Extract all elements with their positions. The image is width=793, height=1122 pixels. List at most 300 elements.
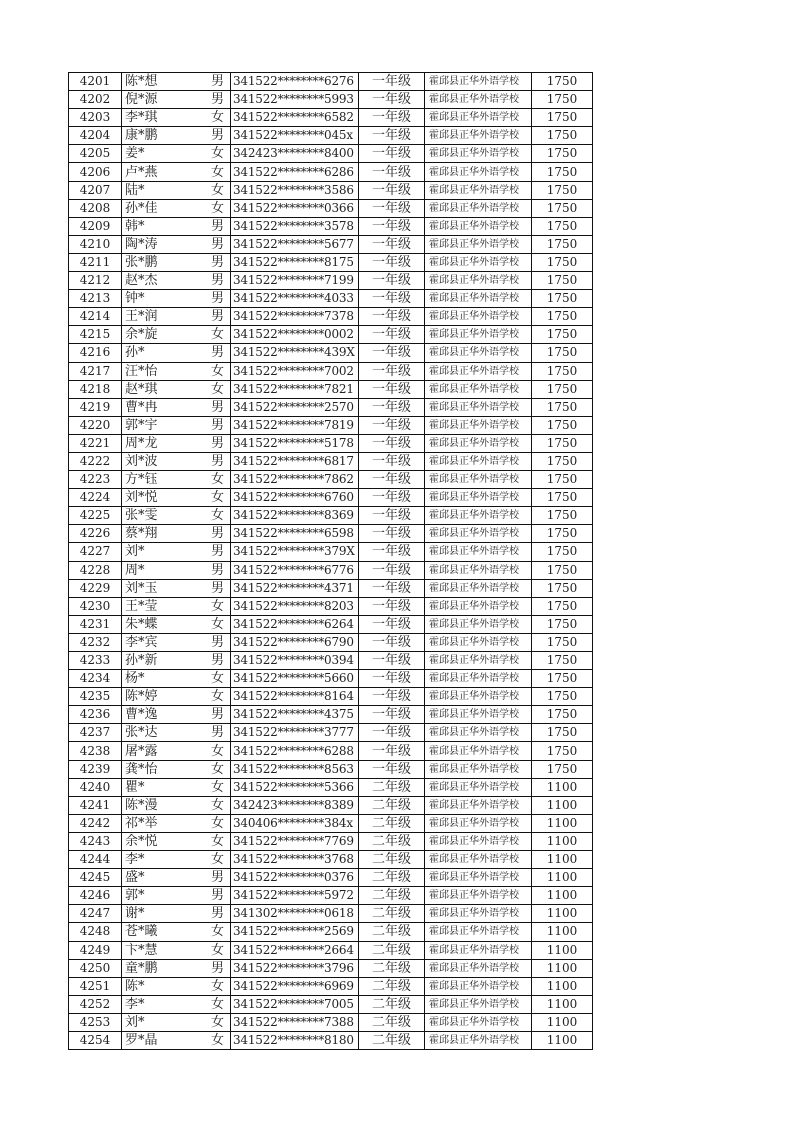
student-name-cell: 周*龙 <box>122 434 206 452</box>
gender-cell: 女 <box>205 145 231 163</box>
student-name-cell: 瞿* <box>122 778 206 796</box>
school-name-cell: 霍邱县正华外语学校 <box>425 615 532 633</box>
grade-cell: 一年级 <box>359 525 425 543</box>
student-name-cell: 张*雯 <box>122 507 206 525</box>
student-name-cell: 倪*源 <box>122 91 206 109</box>
table-row <box>69 995 593 1013</box>
id-number-cell: 341522********7005 <box>231 995 359 1013</box>
row-number-cell: 4203 <box>69 109 122 127</box>
amount-cell: 1750 <box>532 326 593 344</box>
grade-cell: 二年级 <box>359 832 425 850</box>
grade-cell: 一年级 <box>359 308 425 326</box>
table-row <box>69 344 593 362</box>
school-name-cell: 霍邱县正华外语学校 <box>425 489 532 507</box>
student-name-cell: 蔡*翔 <box>122 525 206 543</box>
amount-cell: 1100 <box>532 814 593 832</box>
school-name-cell: 霍邱县正华外语学校 <box>425 742 532 760</box>
grade-cell: 一年级 <box>359 471 425 489</box>
table-row <box>69 73 593 91</box>
grade-cell: 一年级 <box>359 706 425 724</box>
student-name-cell: 童*鹏 <box>122 959 206 977</box>
school-name-cell: 霍邱县正华外语学校 <box>425 199 532 217</box>
school-name-cell: 霍邱县正华外语学校 <box>425 1031 532 1049</box>
school-name-cell: 霍邱县正华外语学校 <box>425 597 532 615</box>
grade-cell: 二年级 <box>359 778 425 796</box>
row-number-cell: 4207 <box>69 181 122 199</box>
id-number-cell: 341522********6760 <box>231 489 359 507</box>
amount-cell: 1100 <box>532 959 593 977</box>
id-number-cell: 341522********7388 <box>231 1013 359 1031</box>
student-name-cell: 刘* <box>122 1013 206 1031</box>
amount-cell: 1100 <box>532 869 593 887</box>
grade-cell: 二年级 <box>359 1031 425 1049</box>
school-name-cell: 霍邱县正华外语学校 <box>425 652 532 670</box>
gender-cell: 女 <box>205 670 231 688</box>
student-name-cell: 张*达 <box>122 724 206 742</box>
student-name-cell: 钟* <box>122 290 206 308</box>
school-name-cell: 霍邱县正华外语学校 <box>425 670 532 688</box>
table-row <box>69 1031 593 1049</box>
row-number-cell: 4245 <box>69 869 122 887</box>
school-name-cell: 霍邱县正华外语学校 <box>425 525 532 543</box>
grade-cell: 一年级 <box>359 380 425 398</box>
grade-cell: 一年级 <box>359 290 425 308</box>
grade-cell: 二年级 <box>359 796 425 814</box>
school-name-cell: 霍邱县正华外语学校 <box>425 923 532 941</box>
amount-cell: 1750 <box>532 688 593 706</box>
amount-cell: 1100 <box>532 941 593 959</box>
row-number-cell: 4213 <box>69 290 122 308</box>
student-name-cell: 陈*想 <box>122 73 206 91</box>
gender-cell: 男 <box>205 561 231 579</box>
id-number-cell: 341522********7002 <box>231 362 359 380</box>
row-number-cell: 4202 <box>69 91 122 109</box>
student-name-cell: 周* <box>122 561 206 579</box>
table-row <box>69 398 593 416</box>
amount-cell: 1750 <box>532 308 593 326</box>
table-row <box>69 688 593 706</box>
student-name-cell: 朱*蝶 <box>122 615 206 633</box>
student-name-cell: 郭* <box>122 887 206 905</box>
row-number-cell: 4227 <box>69 543 122 561</box>
amount-cell: 1100 <box>532 905 593 923</box>
id-number-cell: 341522********6969 <box>231 977 359 995</box>
grade-cell: 一年级 <box>359 652 425 670</box>
row-number-cell: 4247 <box>69 905 122 923</box>
id-number-cell: 341522********4033 <box>231 290 359 308</box>
table-row <box>69 579 593 597</box>
gender-cell: 女 <box>205 163 231 181</box>
table-row <box>69 1013 593 1031</box>
id-number-cell: 341522********3777 <box>231 724 359 742</box>
id-number-cell: 341522********7819 <box>231 416 359 434</box>
student-table <box>68 72 593 1050</box>
row-number-cell: 4246 <box>69 887 122 905</box>
grade-cell: 一年级 <box>359 579 425 597</box>
grade-cell: 二年级 <box>359 814 425 832</box>
id-number-cell: 342423********8389 <box>231 796 359 814</box>
grade-cell: 二年级 <box>359 905 425 923</box>
amount-cell: 1100 <box>532 887 593 905</box>
gender-cell: 男 <box>205 706 231 724</box>
row-number-cell: 4222 <box>69 452 122 470</box>
id-number-cell: 341522********2569 <box>231 923 359 941</box>
row-number-cell: 4229 <box>69 579 122 597</box>
amount-cell: 1750 <box>532 706 593 724</box>
student-name-cell: 陶*涛 <box>122 235 206 253</box>
id-number-cell: 341522********4371 <box>231 579 359 597</box>
id-number-cell: 341522********5993 <box>231 91 359 109</box>
table-row <box>69 525 593 543</box>
school-name-cell: 霍邱县正华外语学校 <box>425 217 532 235</box>
student-name-cell: 赵*杰 <box>122 272 206 290</box>
school-name-cell: 霍邱县正华外语学校 <box>425 145 532 163</box>
row-number-cell: 4205 <box>69 145 122 163</box>
amount-cell: 1750 <box>532 91 593 109</box>
amount-cell: 1100 <box>532 796 593 814</box>
gender-cell: 男 <box>205 217 231 235</box>
id-number-cell: 341522********7199 <box>231 272 359 290</box>
id-number-cell: 341522********5677 <box>231 235 359 253</box>
school-name-cell: 霍邱县正华外语学校 <box>425 995 532 1013</box>
row-number-cell: 4208 <box>69 199 122 217</box>
table-row <box>69 561 593 579</box>
school-name-cell: 霍邱县正华外语学校 <box>425 633 532 651</box>
gender-cell: 女 <box>205 923 231 941</box>
row-number-cell: 4204 <box>69 127 122 145</box>
school-name-cell: 霍邱县正华外语学校 <box>425 398 532 416</box>
grade-cell: 二年级 <box>359 887 425 905</box>
row-number-cell: 4215 <box>69 326 122 344</box>
gender-cell: 女 <box>205 760 231 778</box>
student-name-cell: 李* <box>122 995 206 1013</box>
amount-cell: 1750 <box>532 525 593 543</box>
id-number-cell: 341522********5178 <box>231 434 359 452</box>
student-name-cell: 王*莹 <box>122 597 206 615</box>
amount-cell: 1750 <box>532 163 593 181</box>
table-row <box>69 199 593 217</box>
amount-cell: 1750 <box>532 579 593 597</box>
gender-cell: 男 <box>205 91 231 109</box>
student-name-cell: 康*鹏 <box>122 127 206 145</box>
school-name-cell: 霍邱县正华外语学校 <box>425 434 532 452</box>
amount-cell: 1750 <box>532 253 593 271</box>
grade-cell: 一年级 <box>359 615 425 633</box>
student-name-cell: 赵*琪 <box>122 380 206 398</box>
grade-cell: 一年级 <box>359 561 425 579</box>
gender-cell: 女 <box>205 597 231 615</box>
school-name-cell: 霍邱县正华外语学校 <box>425 724 532 742</box>
school-name-cell: 霍邱县正华外语学校 <box>425 778 532 796</box>
student-name-cell: 卞*慧 <box>122 941 206 959</box>
school-name-cell: 霍邱县正华外语学校 <box>425 471 532 489</box>
row-number-cell: 4249 <box>69 941 122 959</box>
id-number-cell: 341522********6288 <box>231 742 359 760</box>
amount-cell: 1750 <box>532 181 593 199</box>
id-number-cell: 341522********439X <box>231 344 359 362</box>
table-row <box>69 923 593 941</box>
row-number-cell: 4218 <box>69 380 122 398</box>
amount-cell: 1750 <box>532 434 593 452</box>
school-name-cell: 霍邱县正华外语学校 <box>425 760 532 778</box>
table-row <box>69 489 593 507</box>
school-name-cell: 霍邱县正华外语学校 <box>425 362 532 380</box>
table-row <box>69 832 593 850</box>
gender-cell: 男 <box>205 73 231 91</box>
gender-cell: 男 <box>205 633 231 651</box>
table-row <box>69 308 593 326</box>
student-name-cell: 刘* <box>122 543 206 561</box>
gender-cell: 男 <box>205 127 231 145</box>
row-number-cell: 4239 <box>69 760 122 778</box>
gender-cell: 男 <box>205 235 231 253</box>
student-name-cell: 王*润 <box>122 308 206 326</box>
id-number-cell: 341522********5366 <box>231 778 359 796</box>
school-name-cell: 霍邱县正华外语学校 <box>425 869 532 887</box>
amount-cell: 1100 <box>532 778 593 796</box>
row-number-cell: 4238 <box>69 742 122 760</box>
grade-cell: 二年级 <box>359 869 425 887</box>
school-name-cell: 霍邱县正华外语学校 <box>425 109 532 127</box>
grade-cell: 二年级 <box>359 923 425 941</box>
school-name-cell: 霍邱县正华外语学校 <box>425 561 532 579</box>
school-name-cell: 霍邱县正华外语学校 <box>425 235 532 253</box>
row-number-cell: 4224 <box>69 489 122 507</box>
student-name-cell: 余*悦 <box>122 832 206 850</box>
grade-cell: 一年级 <box>359 73 425 91</box>
amount-cell: 1750 <box>532 235 593 253</box>
grade-cell: 一年级 <box>359 326 425 344</box>
school-name-cell: 霍邱县正华外语学校 <box>425 253 532 271</box>
id-number-cell: 341522********6582 <box>231 109 359 127</box>
grade-cell: 一年级 <box>359 362 425 380</box>
id-number-cell: 341522********3586 <box>231 181 359 199</box>
table-row <box>69 742 593 760</box>
id-number-cell: 341522********6286 <box>231 163 359 181</box>
grade-cell: 一年级 <box>359 217 425 235</box>
id-number-cell: 341522********8164 <box>231 688 359 706</box>
table-row <box>69 778 593 796</box>
row-number-cell: 4235 <box>69 688 122 706</box>
table-row <box>69 615 593 633</box>
id-number-cell: 341522********8180 <box>231 1031 359 1049</box>
row-number-cell: 4240 <box>69 778 122 796</box>
table-row <box>69 235 593 253</box>
gender-cell: 女 <box>205 778 231 796</box>
gender-cell: 男 <box>205 869 231 887</box>
gender-cell: 男 <box>205 253 231 271</box>
row-number-cell: 4250 <box>69 959 122 977</box>
id-number-cell: 341522********6264 <box>231 615 359 633</box>
school-name-cell: 霍邱县正华外语学校 <box>425 579 532 597</box>
grade-cell: 一年级 <box>359 434 425 452</box>
id-number-cell: 341522********3796 <box>231 959 359 977</box>
student-name-cell: 刘*玉 <box>122 579 206 597</box>
amount-cell: 1750 <box>532 398 593 416</box>
grade-cell: 一年级 <box>359 543 425 561</box>
table-row <box>69 326 593 344</box>
id-number-cell: 341522********6790 <box>231 633 359 651</box>
id-number-cell: 341522********8175 <box>231 253 359 271</box>
school-name-cell: 霍邱县正华外语学校 <box>425 977 532 995</box>
school-name-cell: 霍邱县正华外语学校 <box>425 905 532 923</box>
gender-cell: 女 <box>205 326 231 344</box>
table-row <box>69 91 593 109</box>
gender-cell: 女 <box>205 977 231 995</box>
gender-cell: 男 <box>205 579 231 597</box>
school-name-cell: 霍邱县正华外语学校 <box>425 1013 532 1031</box>
school-name-cell: 霍邱县正华外语学校 <box>425 832 532 850</box>
amount-cell: 1750 <box>532 760 593 778</box>
id-number-cell: 341522********4375 <box>231 706 359 724</box>
table-row <box>69 362 593 380</box>
id-number-cell: 341522********5660 <box>231 670 359 688</box>
student-name-cell: 张*鹏 <box>122 253 206 271</box>
amount-cell: 1750 <box>532 615 593 633</box>
gender-cell: 女 <box>205 109 231 127</box>
student-name-cell: 曹*逸 <box>122 706 206 724</box>
student-name-cell: 谢* <box>122 905 206 923</box>
id-number-cell: 341522********6817 <box>231 452 359 470</box>
gender-cell: 女 <box>205 1013 231 1031</box>
grade-cell: 二年级 <box>359 959 425 977</box>
id-number-cell: 341522********379X <box>231 543 359 561</box>
student-name-cell: 曹*冉 <box>122 398 206 416</box>
school-name-cell: 霍邱县正华外语学校 <box>425 688 532 706</box>
amount-cell: 1750 <box>532 344 593 362</box>
row-number-cell: 4234 <box>69 670 122 688</box>
student-name-cell: 祁*举 <box>122 814 206 832</box>
table-row <box>69 145 593 163</box>
table-row <box>69 869 593 887</box>
school-name-cell: 霍邱县正华外语学校 <box>425 796 532 814</box>
school-name-cell: 霍邱县正华外语学校 <box>425 380 532 398</box>
table-row <box>69 851 593 869</box>
id-number-cell: 341302********0618 <box>231 905 359 923</box>
amount-cell: 1750 <box>532 597 593 615</box>
amount-cell: 1100 <box>532 851 593 869</box>
grade-cell: 一年级 <box>359 235 425 253</box>
table-row <box>69 959 593 977</box>
table-row <box>69 977 593 995</box>
school-name-cell: 霍邱县正华外语学校 <box>425 272 532 290</box>
id-number-cell: 341522********2570 <box>231 398 359 416</box>
school-name-cell: 霍邱县正华外语学校 <box>425 73 532 91</box>
row-number-cell: 4231 <box>69 615 122 633</box>
grade-cell: 一年级 <box>359 760 425 778</box>
grade-cell: 一年级 <box>359 181 425 199</box>
row-number-cell: 4242 <box>69 814 122 832</box>
id-number-cell: 341522********8203 <box>231 597 359 615</box>
amount-cell: 1100 <box>532 832 593 850</box>
grade-cell: 一年级 <box>359 489 425 507</box>
id-number-cell: 341522********7862 <box>231 471 359 489</box>
gender-cell: 男 <box>205 308 231 326</box>
id-number-cell: 341522********0366 <box>231 199 359 217</box>
grade-cell: 一年级 <box>359 688 425 706</box>
grade-cell: 一年级 <box>359 724 425 742</box>
id-number-cell: 341522********3578 <box>231 217 359 235</box>
amount-cell: 1750 <box>532 633 593 651</box>
table-row <box>69 416 593 434</box>
table-row <box>69 760 593 778</box>
table-row <box>69 163 593 181</box>
amount-cell: 1750 <box>532 199 593 217</box>
table-row <box>69 507 593 525</box>
amount-cell: 1750 <box>532 290 593 308</box>
amount-cell: 1100 <box>532 1013 593 1031</box>
id-number-cell: 341522********7378 <box>231 308 359 326</box>
amount-cell: 1750 <box>532 742 593 760</box>
id-number-cell: 341522********6598 <box>231 525 359 543</box>
grade-cell: 一年级 <box>359 127 425 145</box>
amount-cell: 1750 <box>532 452 593 470</box>
gender-cell: 女 <box>205 851 231 869</box>
table-row <box>69 471 593 489</box>
gender-cell: 女 <box>205 1031 231 1049</box>
student-name-cell: 杨* <box>122 670 206 688</box>
amount-cell: 1750 <box>532 724 593 742</box>
student-name-cell: 李*琪 <box>122 109 206 127</box>
gender-cell: 女 <box>205 471 231 489</box>
student-name-cell: 陈*漫 <box>122 796 206 814</box>
grade-cell: 一年级 <box>359 452 425 470</box>
row-number-cell: 4217 <box>69 362 122 380</box>
amount-cell: 1750 <box>532 73 593 91</box>
grade-cell: 一年级 <box>359 272 425 290</box>
grade-cell: 一年级 <box>359 199 425 217</box>
gender-cell: 男 <box>205 652 231 670</box>
gender-cell: 男 <box>205 724 231 742</box>
student-name-cell: 孙*佳 <box>122 199 206 217</box>
school-name-cell: 霍邱县正华外语学校 <box>425 814 532 832</box>
gender-cell: 男 <box>205 887 231 905</box>
student-name-cell: 韩* <box>122 217 206 235</box>
gender-cell: 男 <box>205 434 231 452</box>
school-name-cell: 霍邱县正华外语学校 <box>425 959 532 977</box>
school-name-cell: 霍邱县正华外语学校 <box>425 344 532 362</box>
gender-cell: 男 <box>205 543 231 561</box>
row-number-cell: 4254 <box>69 1031 122 1049</box>
gender-cell: 女 <box>205 814 231 832</box>
row-number-cell: 4228 <box>69 561 122 579</box>
grade-cell: 一年级 <box>359 670 425 688</box>
row-number-cell: 4226 <box>69 525 122 543</box>
row-number-cell: 4219 <box>69 398 122 416</box>
gender-cell: 女 <box>205 380 231 398</box>
amount-cell: 1750 <box>532 507 593 525</box>
grade-cell: 二年级 <box>359 851 425 869</box>
amount-cell: 1750 <box>532 416 593 434</box>
student-name-cell: 姜* <box>122 145 206 163</box>
table-row <box>69 905 593 923</box>
grade-cell: 二年级 <box>359 977 425 995</box>
gender-cell: 女 <box>205 995 231 1013</box>
student-name-cell: 陈*婷 <box>122 688 206 706</box>
grade-cell: 一年级 <box>359 145 425 163</box>
id-number-cell: 340406********384x <box>231 814 359 832</box>
amount-cell: 1750 <box>532 489 593 507</box>
row-number-cell: 4211 <box>69 253 122 271</box>
student-name-cell: 余*旋 <box>122 326 206 344</box>
student-name-cell: 卢*燕 <box>122 163 206 181</box>
row-number-cell: 4225 <box>69 507 122 525</box>
gender-cell: 男 <box>205 398 231 416</box>
table-row <box>69 814 593 832</box>
gender-cell: 男 <box>205 452 231 470</box>
grade-cell: 二年级 <box>359 941 425 959</box>
amount-cell: 1750 <box>532 127 593 145</box>
